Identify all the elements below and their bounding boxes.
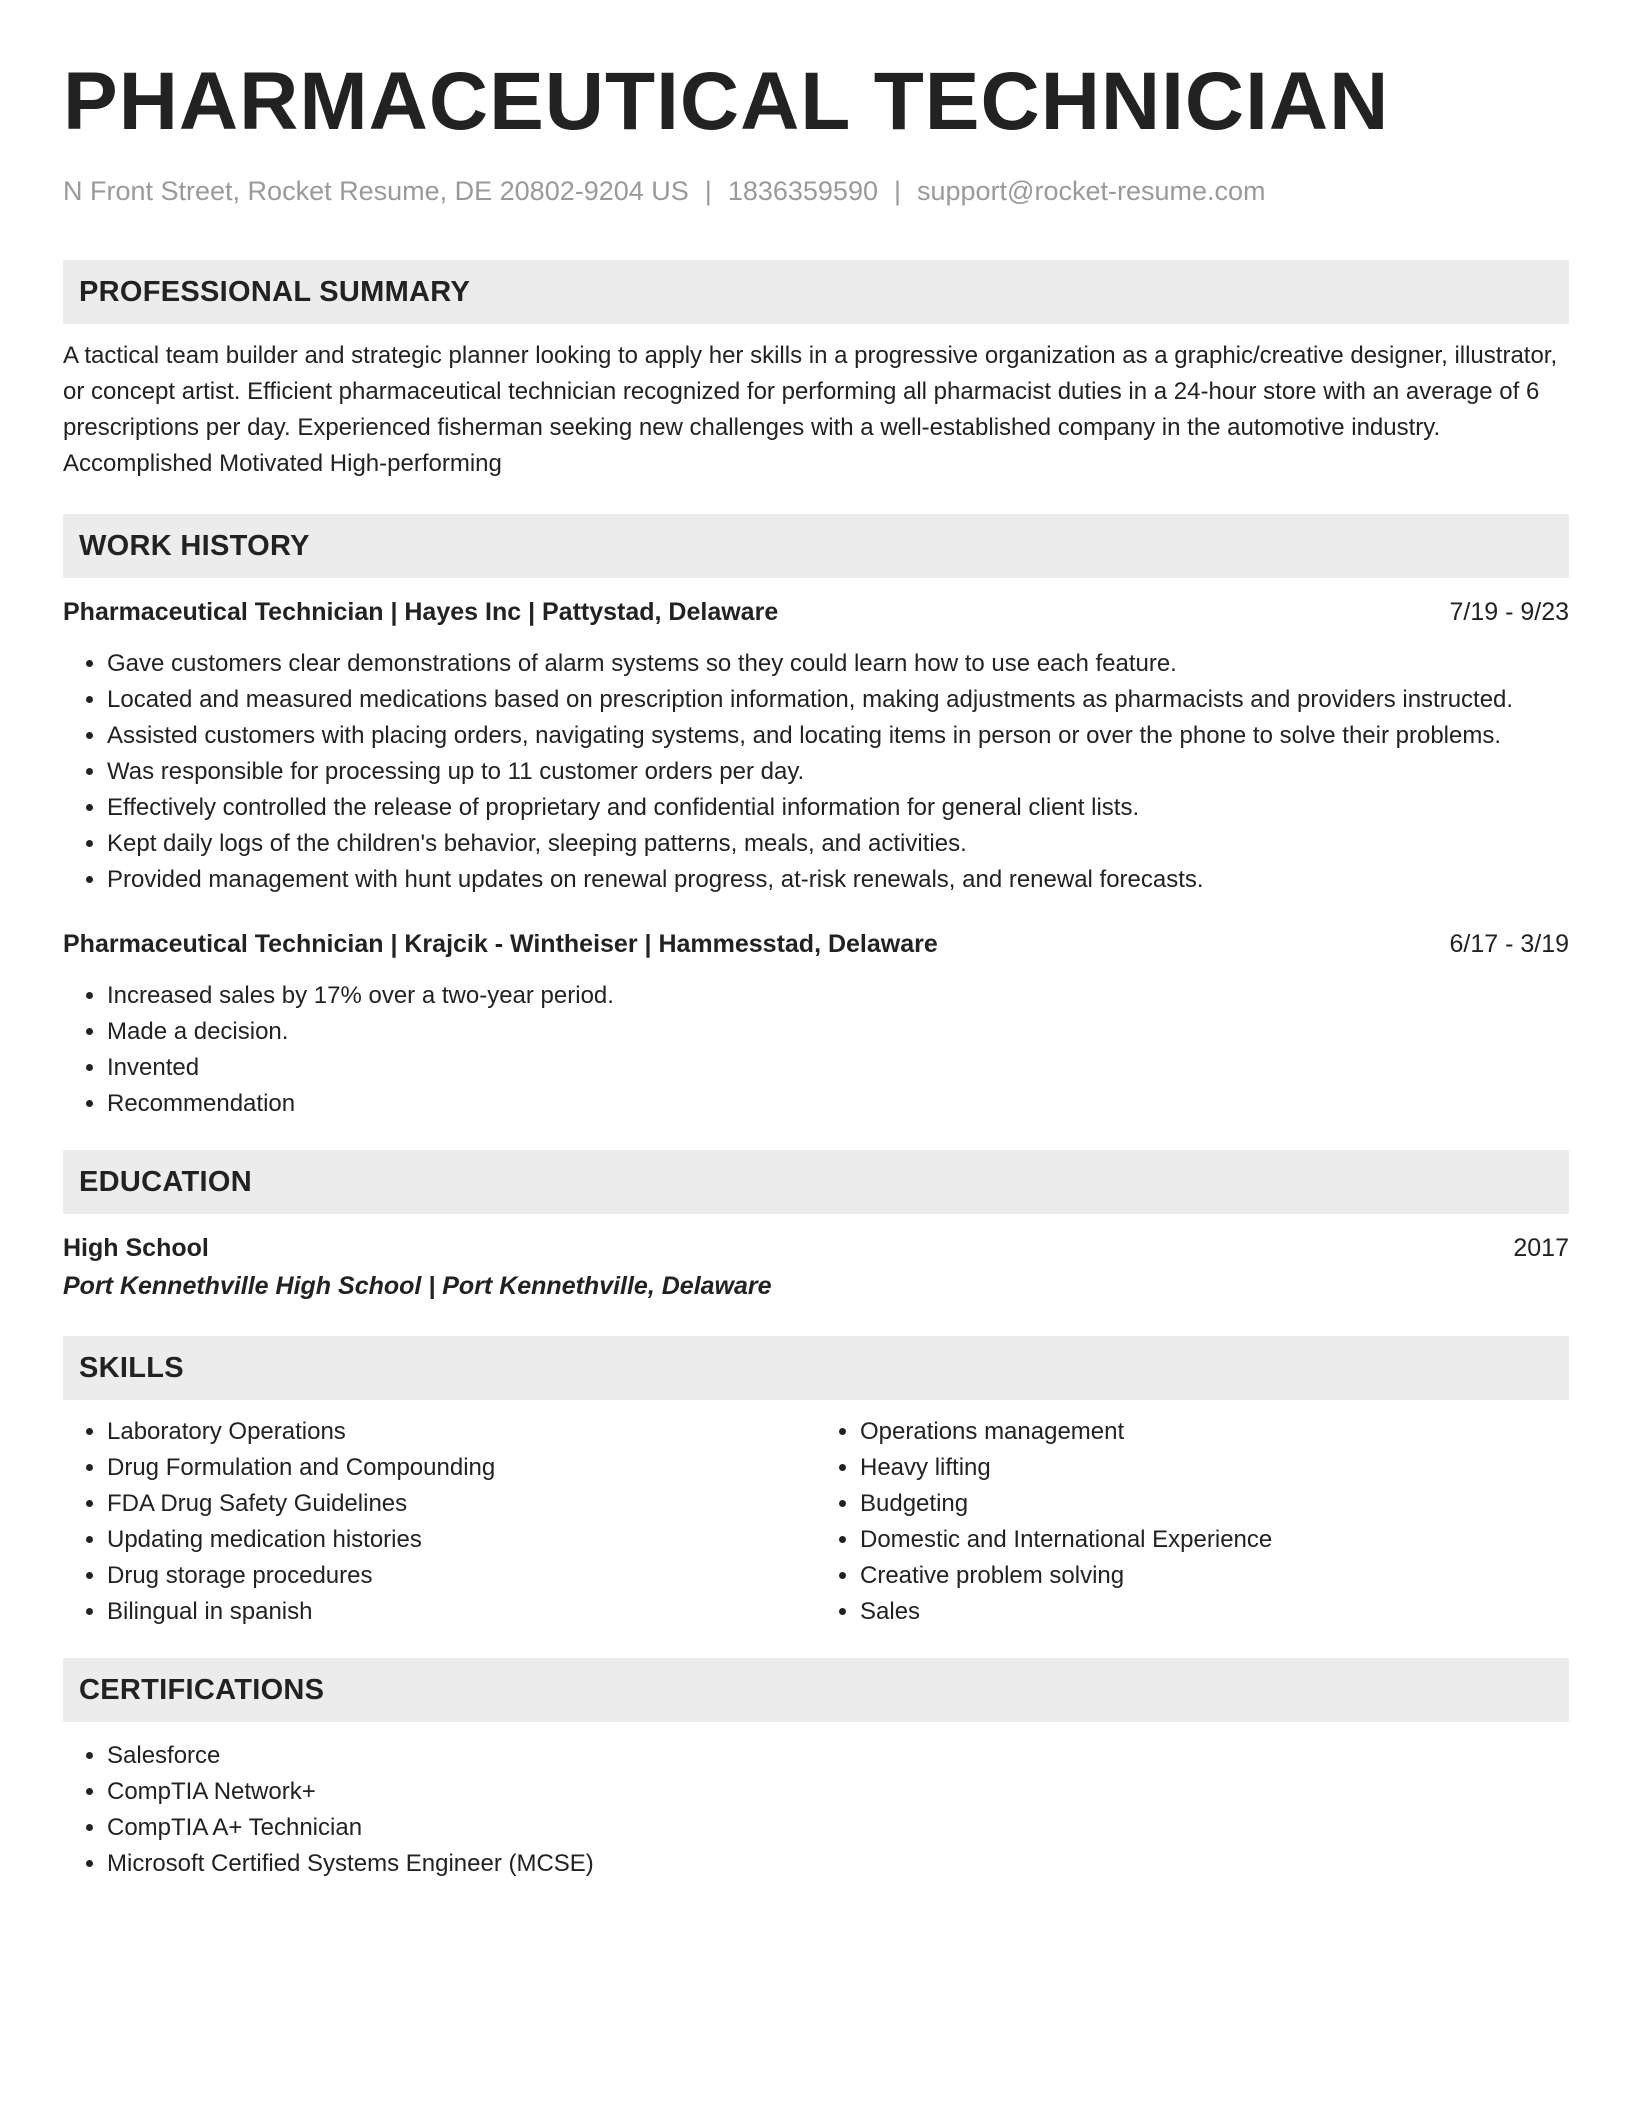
skills-columns [63, 1414, 1569, 1630]
education-year: 2017 [1513, 1234, 1569, 1262]
skill-item: • Domestic and International Experience [860, 1522, 1569, 1558]
contact-address: N Front Street, Rocket Resume, DE 20802-9204 US [63, 176, 689, 206]
certification-item: • Microsoft Certified Systems Engineer (MCSE) [107, 1846, 1569, 1882]
education-degree: High School [63, 1234, 209, 1262]
skill-item: • Budgeting [860, 1486, 1569, 1522]
job-bullet: • Gave customers clear demonstrations of alarm systems so they could learn how to use each feature. [107, 646, 1569, 682]
certification-item: • CompTIA Network+ [107, 1774, 1569, 1810]
contact-separator: | [704, 176, 712, 206]
skill-item: • Operations management [860, 1414, 1569, 1450]
certifications-list [63, 1738, 1569, 1882]
job-bullet-list [63, 978, 1569, 1122]
section-heading-education: EDUCATION [63, 1150, 1569, 1214]
job-bullet-list [63, 646, 1569, 898]
skill-item: • Drug storage procedures [107, 1558, 816, 1594]
section-heading-summary: PROFESSIONAL SUMMARY [63, 260, 1569, 324]
job-title: Pharmaceutical Technician | Hayes Inc | Pattystad, Delaware [63, 598, 779, 626]
job-title: Pharmaceutical Technician | Krajcik - Wintheiser | Hammesstad, Delaware [63, 930, 938, 958]
job-entry-header [63, 594, 1569, 630]
job-bullet: • Located and measured medications based on prescription information, making adjustments as pharmacists and providers instructed. [107, 682, 1569, 718]
job-bullet: • Recommendation [107, 1086, 1569, 1122]
job-bullet: • Effectively controlled the release of proprietary and confidential information for general client lists. [107, 790, 1569, 826]
skills-list-right [816, 1414, 1569, 1630]
summary-text: A tactical team builder and strategic planner looking to apply her skills in a progressive organization as a graphic/creative designer, illustrator, or concept artist. Efficient pharmaceutical technician recognized for performing all pharmacist duties in a 24-hour store with an average of 6 prescriptions per day. Experienced fisherman seeking new challenges with a well-established company in the automotive industry. Accomplished Motivated High-performing [63, 342, 1558, 477]
contact-phone: 1836359590 [727, 176, 878, 206]
skill-item: • Sales [860, 1594, 1569, 1630]
skill-item: • Laboratory Operations [107, 1414, 816, 1450]
job-bullet: • Invented [107, 1050, 1569, 1086]
contact-line [63, 174, 1569, 208]
education-school: Port Kennethville High School | Port Kennethville, Delaware [63, 1272, 772, 1300]
skill-item: • FDA Drug Safety Guidelines [107, 1486, 816, 1522]
section-heading-work-history: WORK HISTORY [63, 514, 1569, 578]
job-bullet: • Provided management with hunt updates on renewal progress, at-risk renewals, and renewal forecasts. [107, 862, 1569, 898]
job-bullet: • Was responsible for processing up to 11 customer orders per day. [107, 754, 1569, 790]
section-heading-certifications: CERTIFICATIONS [63, 1658, 1569, 1722]
skill-item: • Creative problem solving [860, 1558, 1569, 1594]
skills-list-left [63, 1414, 816, 1630]
job-dates: 7/19 - 9/23 [1449, 598, 1569, 626]
section-heading-skills: SKILLS [63, 1336, 1569, 1400]
certification-item: • Salesforce [107, 1738, 1569, 1774]
job-dates: 6/17 - 3/19 [1449, 930, 1569, 958]
contact-separator: | [893, 176, 901, 206]
skill-item: • Heavy lifting [860, 1450, 1569, 1486]
job-bullet: • Made a decision. [107, 1014, 1569, 1050]
education-entry-header [63, 1230, 1569, 1266]
contact-email: support@rocket-resume.com [917, 176, 1266, 206]
skill-item: • Updating medication histories [107, 1522, 816, 1558]
certification-item: • CompTIA A+ Technician [107, 1810, 1569, 1846]
job-bullet: • Increased sales by 17% over a two-year period. [107, 978, 1569, 1014]
job-bullet: • Assisted customers with placing orders, navigating systems, and locating items in person or over the phone to solve their problems. [107, 718, 1569, 754]
job-bullet: • Kept daily logs of the children's behavior, sleeping patterns, meals, and activities. [107, 826, 1569, 862]
skill-item: • Drug Formulation and Compounding [107, 1450, 816, 1486]
candidate-name: PHARMACEUTICAL TECHNICIAN [63, 56, 1390, 147]
job-entry-header [63, 926, 1569, 962]
skill-item: • Bilingual in spanish [107, 1594, 816, 1630]
